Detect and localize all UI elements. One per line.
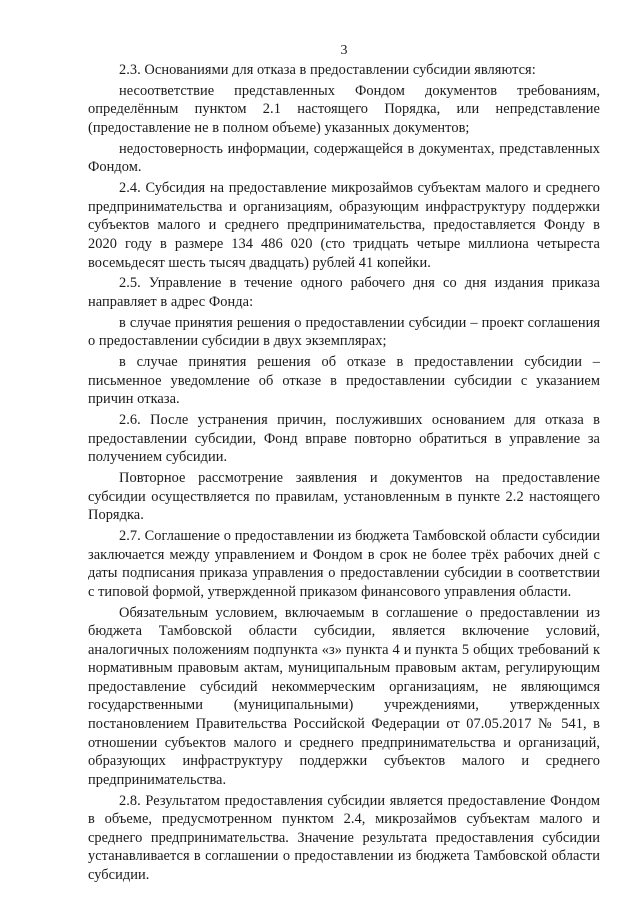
- paragraph-2-5: 2.5. Управление в течение одного рабочего дня со дня издания приказа направляет в адрес Фонда:: [88, 275, 600, 310]
- paragraph-2-5-item-2: в случае принятия решения об отказе в предоставлении субсидии – письменное уведомление об отказе в предоставлении субсидии с указанием причин отказа.: [88, 354, 600, 408]
- paragraph-2-4: 2.4. Субсидия на предоставление микрозаймов субъектам малого и среднего предпринимательства и организациям, образующим инфраструктуру поддержки субъектов малого и среднего предпринимательства, предоставляется Фонду в 2020 году в размере 134 486 020 (сто тридцать четыре миллиона четыреста восемьдесят шесть тысяч двадцать) рублей 41 копейки.: [88, 180, 600, 271]
- paragraph-2-3-item-2: недостоверность информации, содержащейся в документах, представленных Фондом.: [88, 140, 600, 176]
- paragraph-2-7-condition: Обязательным условием, включаемым в соглашение о предоставлении из бюджета Тамбовской области субсидии, является включение условий, аналогичных положениям подпункта «з» пункта 4 и пункта 5 общих требований к нормативным правовым актам, муниципальным правовым актам, регулирующим предоставление субсидий некоммерческим организациям, не являющимся государственными (муниципальными) учреждениями, утвержденных постановлением Правительства Российской Федерации от 07.05.2017 № 541, в отношении субъектов малого и среднего предпринимательства и организаций, образующих инфраструктуру поддержки субъектов малого и среднего предпринимательства.: [88, 604, 600, 788]
- paragraph-2-7: 2.7. Соглашение о предоставлении из бюджета Тамбовской области субсидии заключается между управлением и Фондом в срок не более трёх рабочих дней с даты подписания приказа управления о предоставлении субсидии в соответствии с типовой формой, утвержденной приказом финансового управления области.: [88, 527, 600, 600]
- page-number: 3: [340, 43, 348, 58]
- paragraph-2-5-item-1: в случае принятия решения о предоставлении субсидии – проект соглашения о предоставлении субсидии в двух экземплярах;: [88, 314, 600, 350]
- paragraph-2-6: 2.6. После устранения причин, послуживших основанием для отказа в предоставлении субсидии, Фонд вправе повторно обратиться в управление за получением субсидии.: [88, 412, 600, 466]
- paragraph-2-3-item-1: несоответствие представленных Фондом документов требованиям, определённым пунктом 2.1 настоящего Порядка, или непредставление (предоставление не в полном объеме) указанных документов;: [88, 82, 600, 136]
- paragraph-2-3: 2.3. Основаниями для отказа в предоставлении субсидии являются:: [119, 62, 536, 78]
- paragraph-2-6-repeat: Повторное рассмотрение заявления и документов на предоставление субсидии осуществляется по правилам, установленным в пункте 2.2 настоящего Порядка.: [88, 469, 600, 524]
- paragraph-2-8: 2.8. Результатом предоставления субсидии является предоставление Фондом в объеме, предусмотренном пунктом 2.4, микрозаймов субъектам малого и среднего предпринимательства. Значение результата предоставления субсидии устанавливается в соглашении о предоставлении из бюджета Тамбовской области субсидии.: [88, 792, 600, 883]
